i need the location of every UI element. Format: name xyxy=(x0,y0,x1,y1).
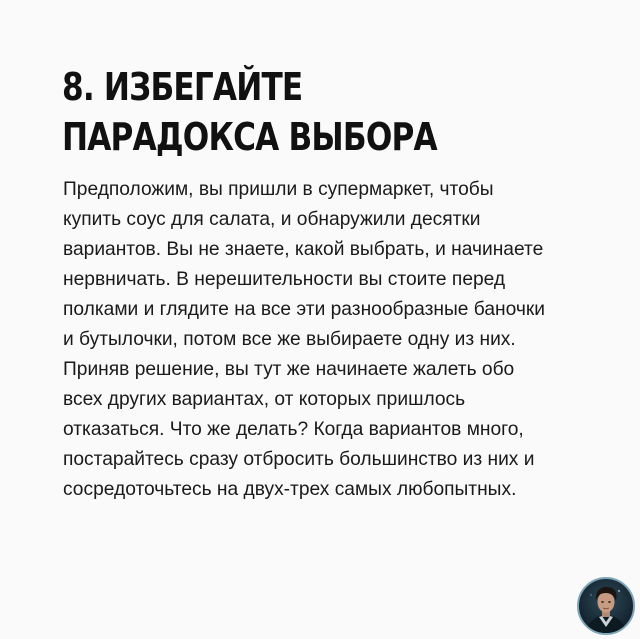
title-line-1: 8. ИЗБЕГАЙТЕ xyxy=(62,65,303,109)
paragraph-line: вариантов. Вы не знаете, какой выбрать, и начинаете xyxy=(63,239,544,260)
paragraph-line: полками и глядите на все эти разнообразные баночки xyxy=(63,299,545,320)
paragraph-line: и бутылочки, потом все же выбираете одну из них. xyxy=(63,329,516,350)
article-paragraph xyxy=(63,175,593,505)
portrait-avatar-icon xyxy=(577,577,635,635)
page-title xyxy=(62,62,456,162)
title-line-2: ПАРАДОКСА ВЫБОРА xyxy=(62,115,437,159)
paragraph-line: Приняв решение, вы тут же начинаете жалеть обо xyxy=(63,359,515,380)
paragraph-line: всех других вариантах, от которых пришлось xyxy=(63,389,466,410)
paragraph-line: отказаться. Что же делать? Когда вариантов много, xyxy=(63,419,524,440)
paragraph-line: постарайтесь сразу отбросить большинство из них и xyxy=(63,449,535,470)
paragraph-line: сосредоточьтесь на двух-трех самых любопытных. xyxy=(63,479,517,500)
paragraph-line: нервничать. В нерешительности вы стоите перед xyxy=(63,269,506,290)
avatar-portrait-graphic xyxy=(579,579,633,633)
paragraph-line: купить соус для салата, и обнаружили десятки xyxy=(63,209,481,230)
paragraph-line: Предположим, вы пришли в супермаркет, чтобы xyxy=(63,179,494,200)
